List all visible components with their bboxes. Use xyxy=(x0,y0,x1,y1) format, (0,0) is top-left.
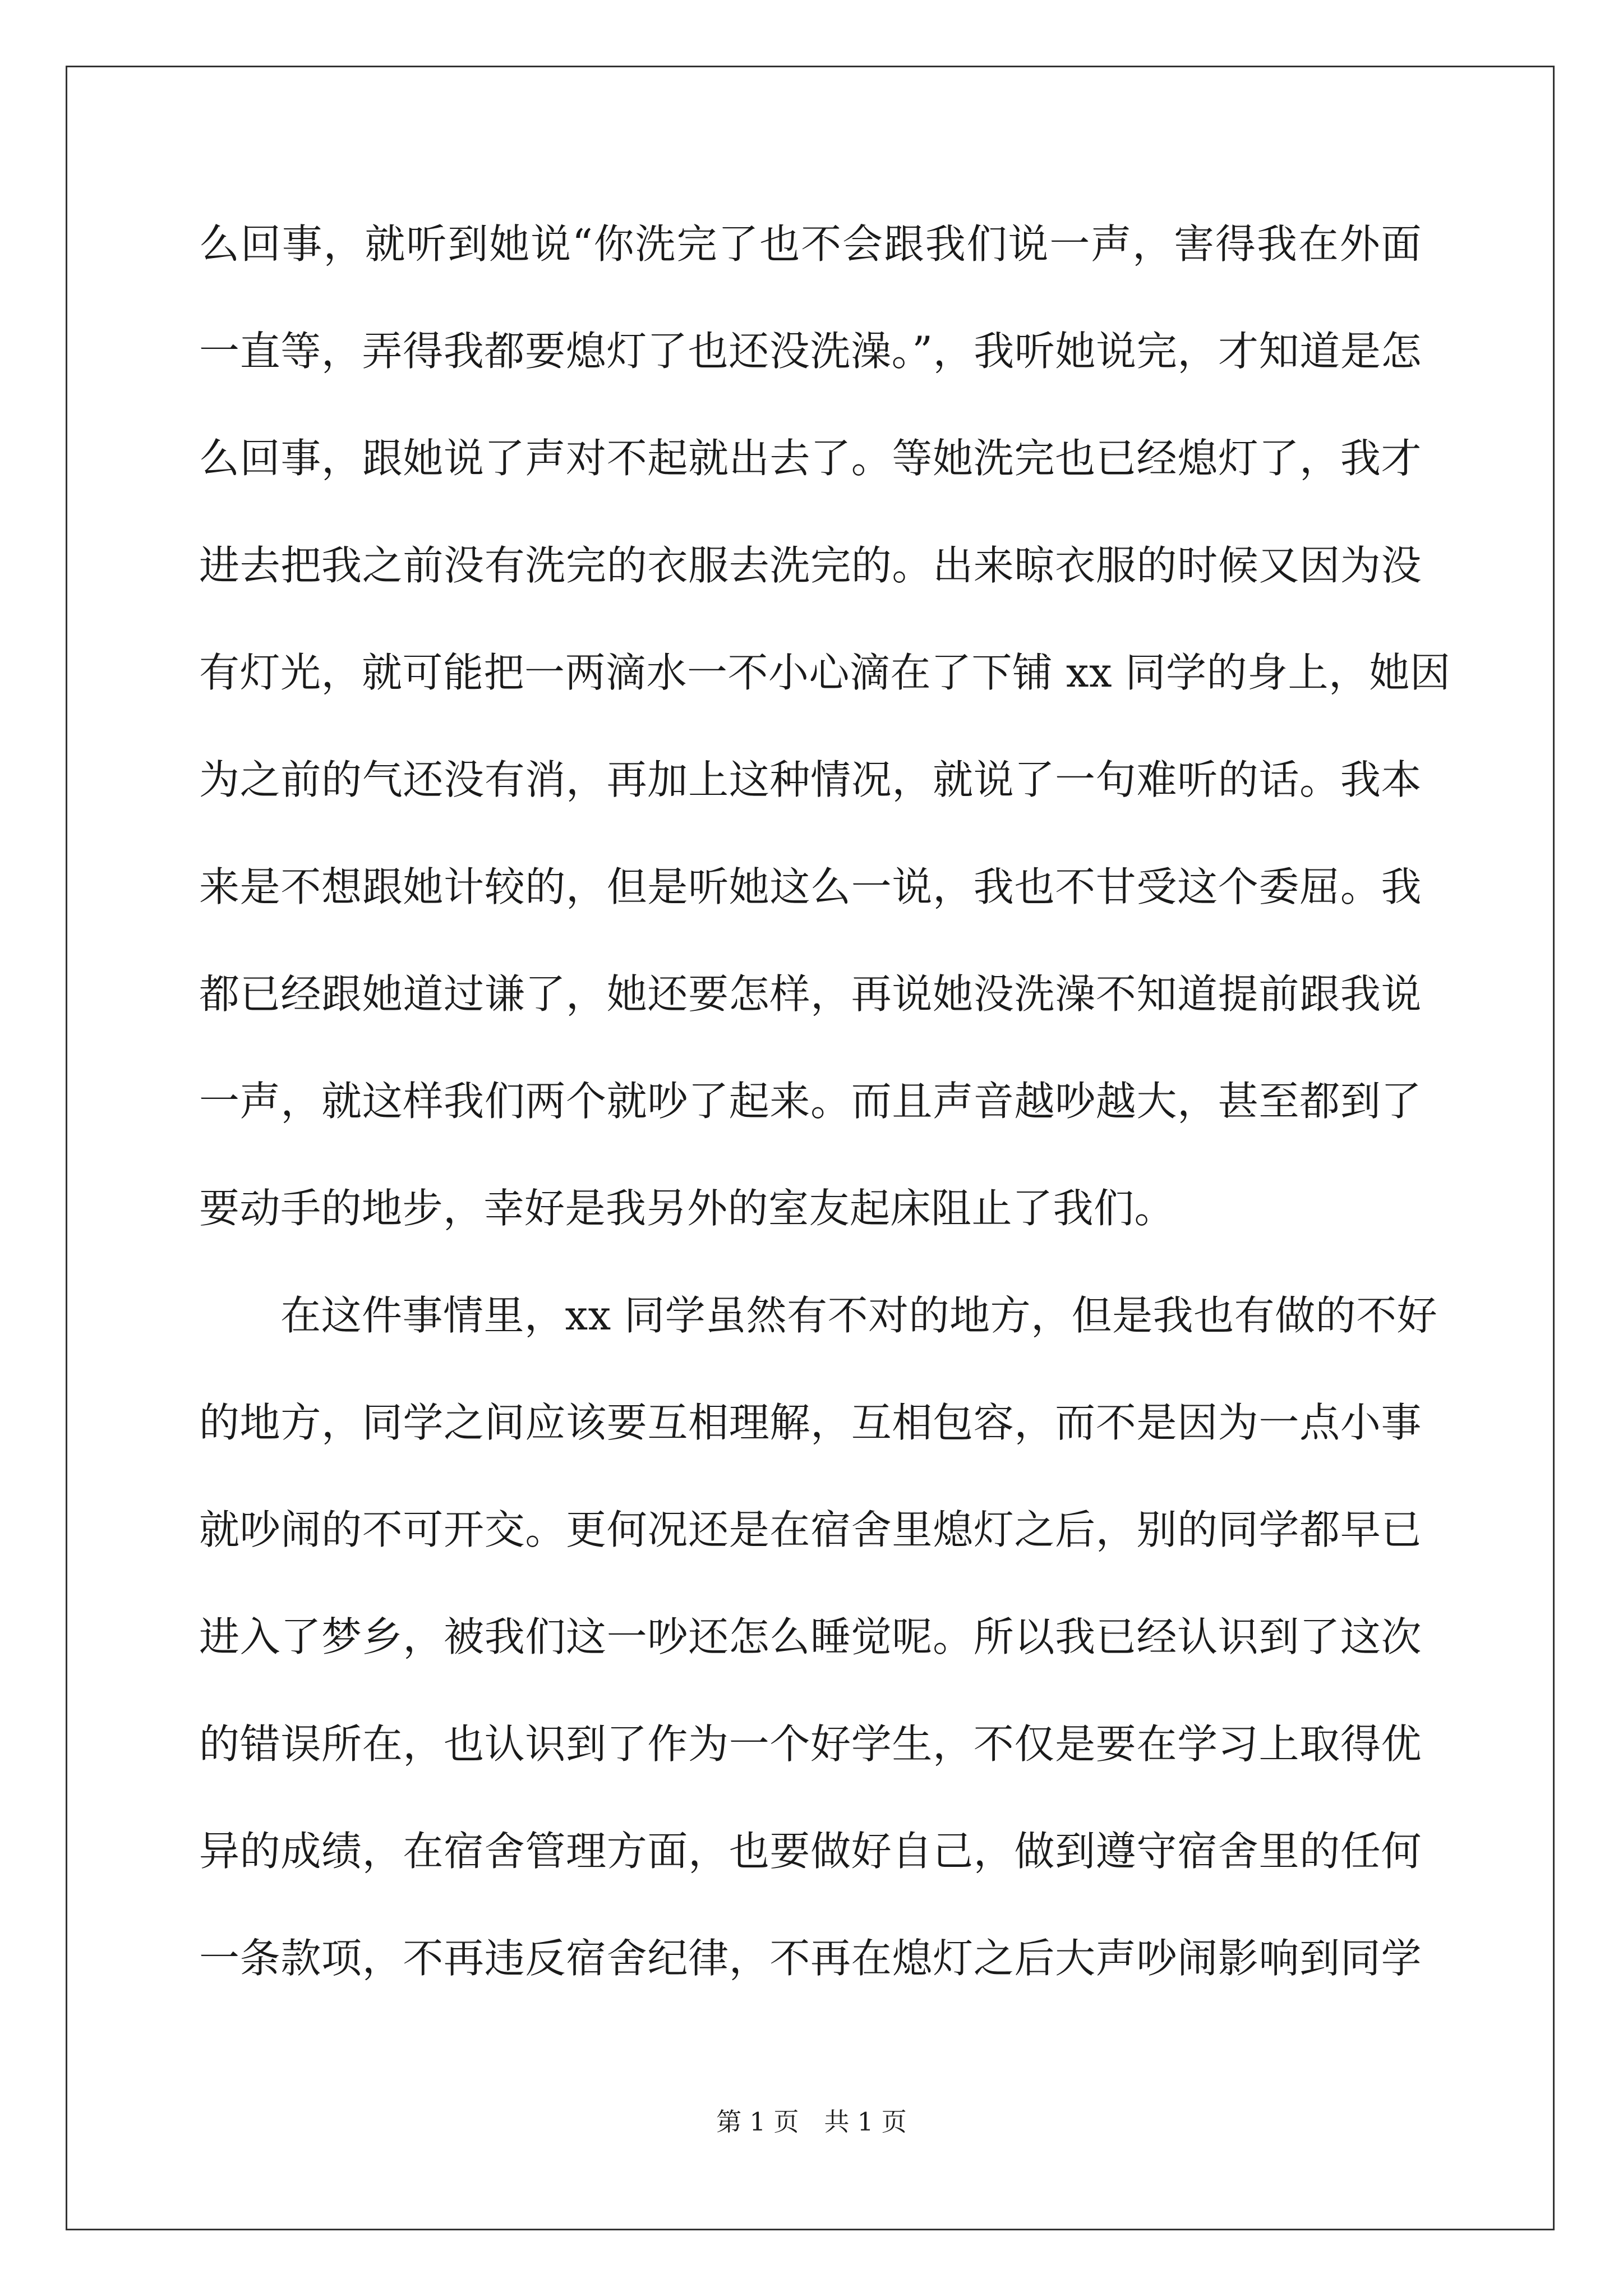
text-line: 一条款项，不再违反宿舍纪律，不再在熄灯之后大声吵闹影响到同学 xyxy=(199,1935,1422,1982)
text-line: 么回事，就听到她说“你洗完了也不会跟我们说一声，害得我在外面 xyxy=(199,220,1422,268)
text-line: 进入了梦乡，被我们这一吵还怎么睡觉呢。所以我已经认识到了这次 xyxy=(199,1613,1422,1660)
text-line: 的错误所在，也认识到了作为一个好学生，不仅是要在学习上取得优 xyxy=(199,1720,1422,1768)
text-line: 为之前的气还没有消，再加上这种情况，就说了一句难听的话。我本 xyxy=(199,756,1422,803)
text-line: 来是不想跟她计较的，但是听她这么一说，我也不甘受这个委屈。我 xyxy=(199,863,1422,910)
text-line: 都已经跟她道过谦了，她还要怎样，再说她没洗澡不知道提前跟我说 xyxy=(199,970,1422,1018)
text-line: 就吵闹的不可开交。更何况还是在宿舍里熄灯之后，别的同学都早已 xyxy=(199,1506,1422,1553)
text-line: 有灯光，就可能把一两滴水一不小心滴在了下铺 xx 同学的身上，她因 xyxy=(199,649,1451,696)
text-line: 的地方，同学之间应该要互相理解，互相包容，而不是因为一点小事 xyxy=(199,1399,1422,1446)
page-number: 第 1 页 共 1 页 xyxy=(716,2107,907,2137)
text-line: 一声，就这样我们两个就吵了起来。而且声音越吵越大，甚至都到了 xyxy=(199,1078,1422,1125)
text-line: 在这件事情里，xx 同学虽然有不对的地方，但是我也有做的不好 xyxy=(280,1292,1438,1339)
text-line: 么回事，跟她说了声对不起就出去了。等她洗完也已经熄灯了，我才 xyxy=(199,435,1422,482)
text-line: 要动手的地步，幸好是我另外的室友起床阻止了我们。 xyxy=(199,1185,1175,1232)
text-line: 进去把我之前没有洗完的衣服去洗完的。出来晾衣服的时候又因为没 xyxy=(199,542,1422,589)
text-line: 异的成绩，在宿舍管理方面，也要做好自己，做到遵守宿舍里的任何 xyxy=(199,1828,1422,1875)
text-line: 一直等，弄得我都要熄灯了也还没洗澡。”，我听她说完，才知道是怎 xyxy=(199,328,1422,375)
document-body xyxy=(199,210,1451,2032)
